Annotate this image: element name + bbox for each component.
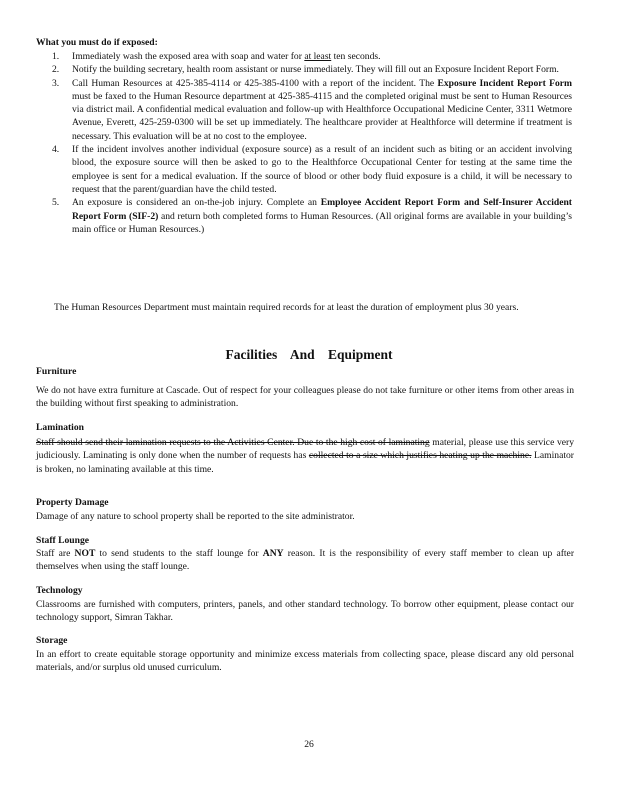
emphasis-text: ANY	[262, 548, 284, 559]
storage-heading: Storage	[36, 635, 68, 646]
step-text: must be faxed to the Human Resource department at 425-385-4115 and the completed original must be sent to Human Resources via district mail. A confidential medical evaluation and follow-up with Healthforce Occupational Medicine Center, 3311 Wetmore Avenue, Everett, 425-259-0300 will be set up immediately. The healthcare provider at Healthforce will determine if treatment is necessary. This evaluation will be at no cost to the employee.	[72, 90, 572, 142]
storage-paragraph: In an effort to create equitable storage opportunity and minimize excess materials from collecting space, please discard any old personal materials, and/or surplus old unused curriculum.	[36, 649, 574, 674]
step-text-underlined: at least	[304, 51, 332, 62]
step-text: Notify the building secretary, health room assistant or nurse immediately. They will fill out an Exposure Incident Report Form.	[72, 64, 559, 76]
exposure-steps-list	[52, 50, 572, 236]
page-number: 26	[304, 739, 314, 750]
paragraph-text: reason. It is the responsibility of every staff member to clean up after themselves when using the staff lounge.	[36, 548, 575, 573]
staff-lounge-paragraph	[36, 547, 574, 574]
lamination-heading: Lamination	[36, 422, 84, 433]
list-item	[52, 143, 572, 196]
step-number: 1.	[52, 51, 60, 62]
struck-text: Staff should send their lamination requests to the Activities Center. Due to the high cost of laminating	[36, 437, 430, 448]
step-text: and return both completed forms to Human Resources. (All original forms are available in your building’s main office or Human Resources.)	[72, 210, 572, 235]
step-text: ten seconds.	[331, 51, 381, 62]
step-text: An exposure is considered an on-the-job injury. Complete an	[72, 197, 321, 209]
paragraph-text: material, please use this service very judiciously. Laminating is only done when the number of requests has	[36, 437, 574, 462]
staff-lounge-heading: Staff Lounge	[36, 535, 90, 546]
property-damage-heading: Property Damage	[36, 497, 109, 508]
property-damage-paragraph: Damage of any nature to school property shall be reported to the site administrator.	[36, 511, 355, 522]
struck-text: collected to a size which justifies heating up the machine.	[308, 450, 532, 462]
form-name: Exposure Incident Report Form	[437, 77, 572, 89]
technology-paragraph: Classrooms are furnished with computers, printers, panels, and other standard technology. To borrow other equipment, please contact our technology support, Simran Takhar.	[36, 599, 574, 624]
paragraph-text: to send students to the staff lounge for	[95, 548, 263, 559]
form-name: Employee Accident Report Form and Self-Insurer Accident Report Form (SIF-2)	[72, 197, 572, 222]
furniture-paragraph: We do not have extra furniture at Cascade. Out of respect for your colleagues please do not take furniture or other items from other areas in the building without first speaking to administration.	[36, 385, 574, 410]
furniture-heading: Furniture	[36, 366, 77, 377]
section-title: Facilities And Equipment	[225, 347, 393, 362]
paragraph-text: Laminator is broken, no laminating available at this time.	[36, 450, 575, 475]
technology-heading: Technology	[36, 585, 83, 596]
step-number: 4.	[52, 144, 60, 156]
list-item	[52, 77, 572, 143]
list-item	[52, 63, 572, 76]
step-text: Immediately wash the exposed area with soap and water for	[72, 51, 305, 62]
hr-records-note: The Human Resources Department must maintain required records for at least the duration of employment plus 30 years.	[54, 302, 519, 313]
step-text: Call Human Resources at 425-385-4114 or 425-385-4100 with a report of the incident. The	[72, 77, 438, 89]
exposure-heading: What you must do if exposed:	[36, 37, 158, 48]
list-item	[52, 196, 572, 236]
step-number: 3.	[52, 77, 60, 89]
step-text: If the incident involves another individual (exposure source) as a result of an incident such as biting or an accident involving blood, the exposure source will then be asked to go to the Healthforce Occupational Center for testing at the same time the employee is sent for a medical evaluation. If the source of blood or other body fluid exposure is a child, it will be necessary to request that the parent/guardian have the child tested.	[72, 144, 572, 195]
step-number: 5.	[52, 197, 60, 209]
list-item	[52, 50, 572, 63]
paragraph-text: Staff are	[36, 548, 75, 559]
emphasis-text: NOT	[74, 548, 96, 559]
lamination-paragraph	[36, 436, 574, 476]
step-number: 2.	[52, 64, 60, 76]
